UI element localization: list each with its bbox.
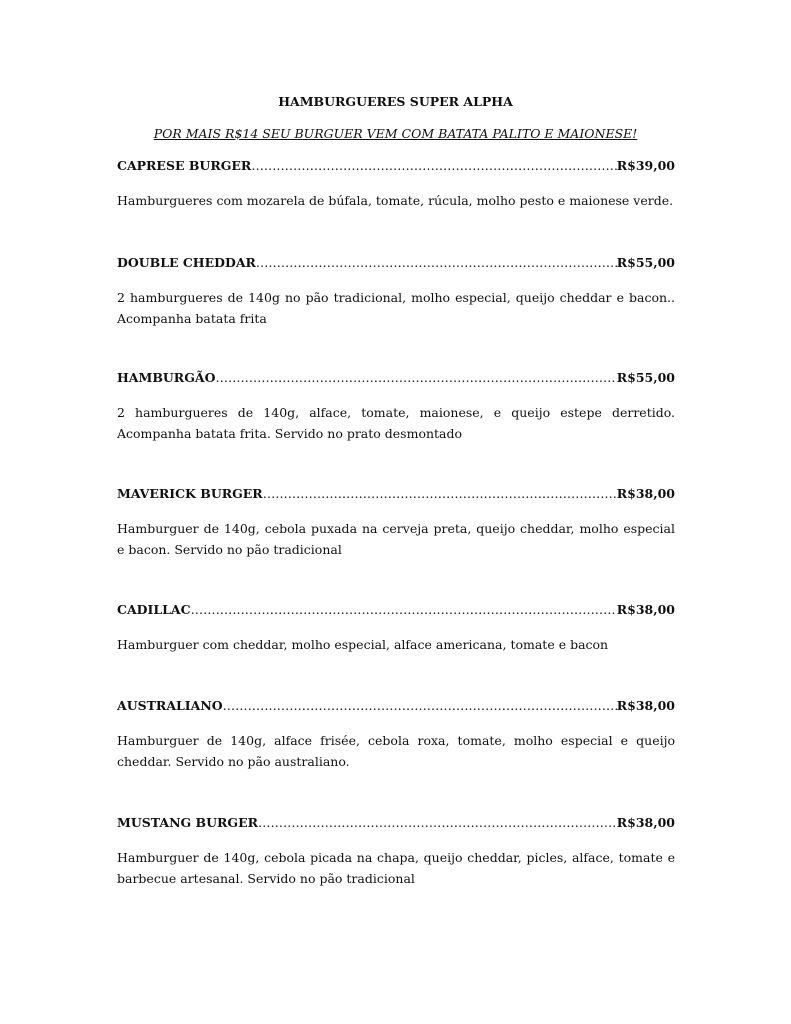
menu-item-australiano	[117, 698, 675, 772]
item-description: Hamburguer de 140g, alface frisée, cebola roxa, tomate, molho especial e queijo cheddar. Servido no pão australiano.	[117, 733, 675, 769]
item-header	[117, 486, 675, 504]
item-description: Hamburguer com cheddar, molho especial, alface americana, tomate e bacon	[117, 637, 609, 652]
dot-leader	[256, 255, 617, 270]
item-price: R$38,00	[616, 486, 675, 501]
dot-leader	[191, 602, 617, 617]
item-name: MAVERICK BURGER	[117, 486, 263, 501]
item-description: Hamburguer de 140g, cebola picada na chapa, queijo cheddar, picles, alface, tomate e barbecue artesanal. Servido no pão tradicional	[117, 850, 675, 886]
item-price: R$39,00	[616, 158, 675, 173]
menu-item-hamburgao	[117, 370, 675, 444]
item-name: DOUBLE CHEDDAR	[117, 255, 256, 270]
dot-leader	[258, 815, 617, 830]
item-header	[117, 602, 675, 620]
dot-leader	[263, 486, 617, 501]
menu-item-mustang-burger	[117, 815, 675, 889]
item-header	[117, 158, 675, 176]
item-name: MUSTANG BURGER	[117, 815, 258, 830]
item-price: R$38,00	[616, 698, 675, 713]
item-name: AUSTRALIANO	[117, 698, 223, 713]
dot-leader	[223, 698, 617, 713]
promo-text: POR MAIS R$14 SEU BURGUER VEM COM BATATA PALITO E MAIONESE!	[153, 126, 638, 141]
item-description: 2 hamburgueres de 140g, alface, tomate, maionese, e queijo estepe derretido. Acompanha batata frita. Servido no prato desmontado	[117, 405, 675, 441]
item-header	[117, 815, 675, 833]
menu-item-caprese-burger	[117, 158, 675, 211]
item-price: R$55,00	[616, 255, 675, 270]
menu-item-maverick-burger	[117, 486, 675, 560]
dot-leader	[215, 370, 616, 385]
menu-title: HAMBURGUERES SUPER ALPHA	[278, 94, 513, 109]
item-price: R$38,00	[616, 815, 675, 830]
item-price: R$55,00	[616, 370, 675, 385]
item-name: CADILLAC	[117, 602, 191, 617]
item-price: R$38,00	[616, 602, 675, 617]
item-header	[117, 698, 675, 716]
item-name: CAPRESE BURGER	[117, 158, 252, 173]
item-name: HAMBURGÃO	[117, 370, 216, 385]
item-description: 2 hamburgueres de 140g no pão tradicional, molho especial, queijo cheddar e bacon.. Acompanha batata frita	[117, 290, 675, 326]
dot-leader	[251, 158, 616, 173]
item-header	[117, 255, 675, 273]
item-description: Hamburguer de 140g, cebola puxada na cerveja preta, queijo cheddar, molho especial e bacon. Servido no pão tradicional	[117, 521, 675, 557]
item-header	[117, 370, 675, 388]
menu-item-double-cheddar	[117, 255, 675, 329]
item-description: Hamburgueres com mozarela de búfala, tomate, rúcula, molho pesto e maionese verde.	[117, 193, 674, 208]
menu-item-cadillac	[117, 602, 675, 655]
